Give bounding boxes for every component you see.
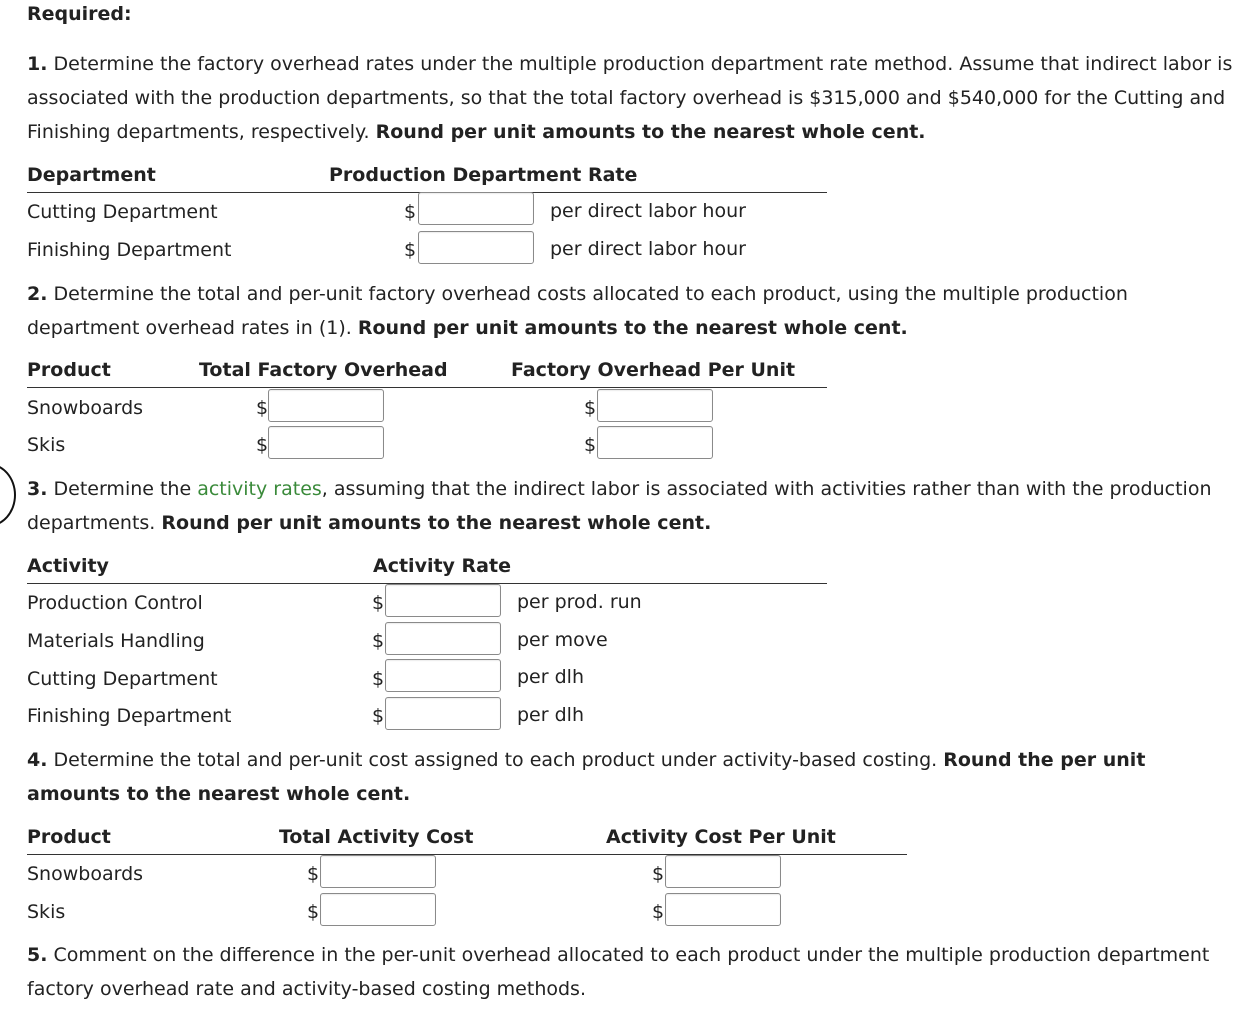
q4-header-total: Total Activity Cost [279,826,474,848]
q3-row-materials-handling-unit: per move [517,629,608,651]
q1-text: Determine the factory overhead rates under the multiple production department rate method. Assume that indirect labor is associated with the production departments, so that the total factory overhead is $315,000 and $540,000 for the Cutting and Finishing departments, respectively. [27,53,1233,143]
q4-row-skis-currency-unit: $ [652,901,665,923]
q4-row-snowboards-currency-total: $ [307,863,320,885]
q3-finishing-rate-input[interactable] [385,697,501,730]
q2-row-snowboards-label: Snowboards [27,397,144,419]
q5-number: 5. [27,944,48,966]
q4-snowboards-per-unit-input[interactable] [665,855,781,888]
q1-number: 1. [27,53,48,75]
q2-header-total: Total Factory Overhead [199,359,448,381]
q2-row-snowboards-currency-unit: $ [584,397,597,419]
q2-number: 2. [27,283,48,305]
q4-number: 4. [27,749,48,771]
q2-rounding-note: Round per unit amounts to the nearest whole cent. [357,317,908,339]
q2-row-snowboards-currency-total: $ [256,397,269,419]
left-edge-circle-marker [0,463,16,527]
q2-row-skis-currency-unit: $ [584,434,597,456]
q3-text-after: , assuming that the indirect labor is associated with activities rather than with the production departments. [27,478,1212,534]
q3-row-cutting-currency: $ [372,668,385,690]
q3-header-rate: Activity Rate [373,555,511,577]
q4-text: Determine the total and per-unit cost assigned to each product under activity-based costing. [47,749,944,771]
q4-snowboards-total-input[interactable] [320,855,436,888]
q2-header-per-unit: Factory Overhead Per Unit [511,359,796,381]
q1-row-cutting-unit: per direct labor hour [550,200,746,222]
q2-skis-per-unit-input[interactable] [597,426,713,459]
q2-snowboards-total-input[interactable] [268,389,384,422]
q1-header-rate: Production Department Rate [329,164,638,186]
q4-skis-total-input[interactable] [320,893,436,926]
q3-header-activity: Activity [27,555,109,577]
q3-row-cutting-label: Cutting Department [27,668,218,690]
q3-row-production-control-unit: per prod. run [517,591,642,613]
q1-header-department: Department [27,164,156,186]
q3-row-cutting-unit: per dlh [517,666,584,688]
q3-rounding-note: Round per unit amounts to the nearest whole cent. [161,512,712,534]
q3-production-control-rate-input[interactable] [385,584,501,617]
q4-row-snowboards-currency-unit: $ [652,863,665,885]
q4-header-per-unit: Activity Cost Per Unit [606,826,836,848]
q2-snowboards-per-unit-input[interactable] [597,389,713,422]
q1-row-finishing-unit: per direct labor hour [550,238,746,260]
q1-cutting-rate-input[interactable] [418,192,534,225]
q3-row-production-control-label: Production Control [27,592,203,614]
q3-text-before: Determine the [47,478,198,500]
q3-row-finishing-currency: $ [372,705,385,727]
q5-text: Comment on the difference in the per-unit overhead allocated to each product under the multiple production department factory overhead rate and activity-based costing methods. [27,944,1210,1000]
activity-rates-link[interactable]: activity rates [197,478,322,500]
q1-row-finishing-label: Finishing Department [27,239,232,261]
q3-row-finishing-unit: per dlh [517,704,584,726]
q4-instructions [27,743,1237,811]
q2-row-skis-label: Skis [27,434,66,456]
q3-row-production-control-currency: $ [372,592,385,614]
q1-finishing-rate-input[interactable] [418,231,534,264]
q4-row-snowboards-label: Snowboards [27,863,144,885]
q2-header-product: Product [27,359,111,381]
q3-row-materials-handling-label: Materials Handling [27,630,205,652]
q4-row-skis-currency-total: $ [307,901,320,923]
q4-rounding-note: Round the per unit amounts to the nearest whole cent. [27,749,1146,805]
q1-row-finishing-currency: $ [404,239,417,261]
q3-row-materials-handling-currency: $ [372,630,385,652]
q3-row-finishing-label: Finishing Department [27,705,232,727]
q1-row-cutting-currency: $ [404,201,417,223]
q5-instructions [27,938,1237,1006]
q1-instructions [27,47,1237,149]
q3-instructions [27,472,1237,540]
q3-number: 3. [27,478,48,500]
q3-materials-handling-rate-input[interactable] [385,622,501,655]
q3-cutting-rate-input[interactable] [385,659,501,692]
q2-row-skis-currency-total: $ [256,434,269,456]
q4-header-product: Product [27,826,111,848]
q2-header-rule [27,387,827,388]
q2-text: Determine the total and per-unit factory overhead costs allocated to each product, using the multiple production department overhead rates in (1). [27,283,1128,339]
required-heading: Required: [27,3,132,25]
q2-instructions [27,277,1237,345]
q1-row-cutting-label: Cutting Department [27,201,218,223]
q4-skis-per-unit-input[interactable] [665,893,781,926]
q4-row-skis-label: Skis [27,901,66,923]
q1-rounding-note: Round per unit amounts to the nearest whole cent. [375,121,926,143]
q2-skis-total-input[interactable] [268,426,384,459]
